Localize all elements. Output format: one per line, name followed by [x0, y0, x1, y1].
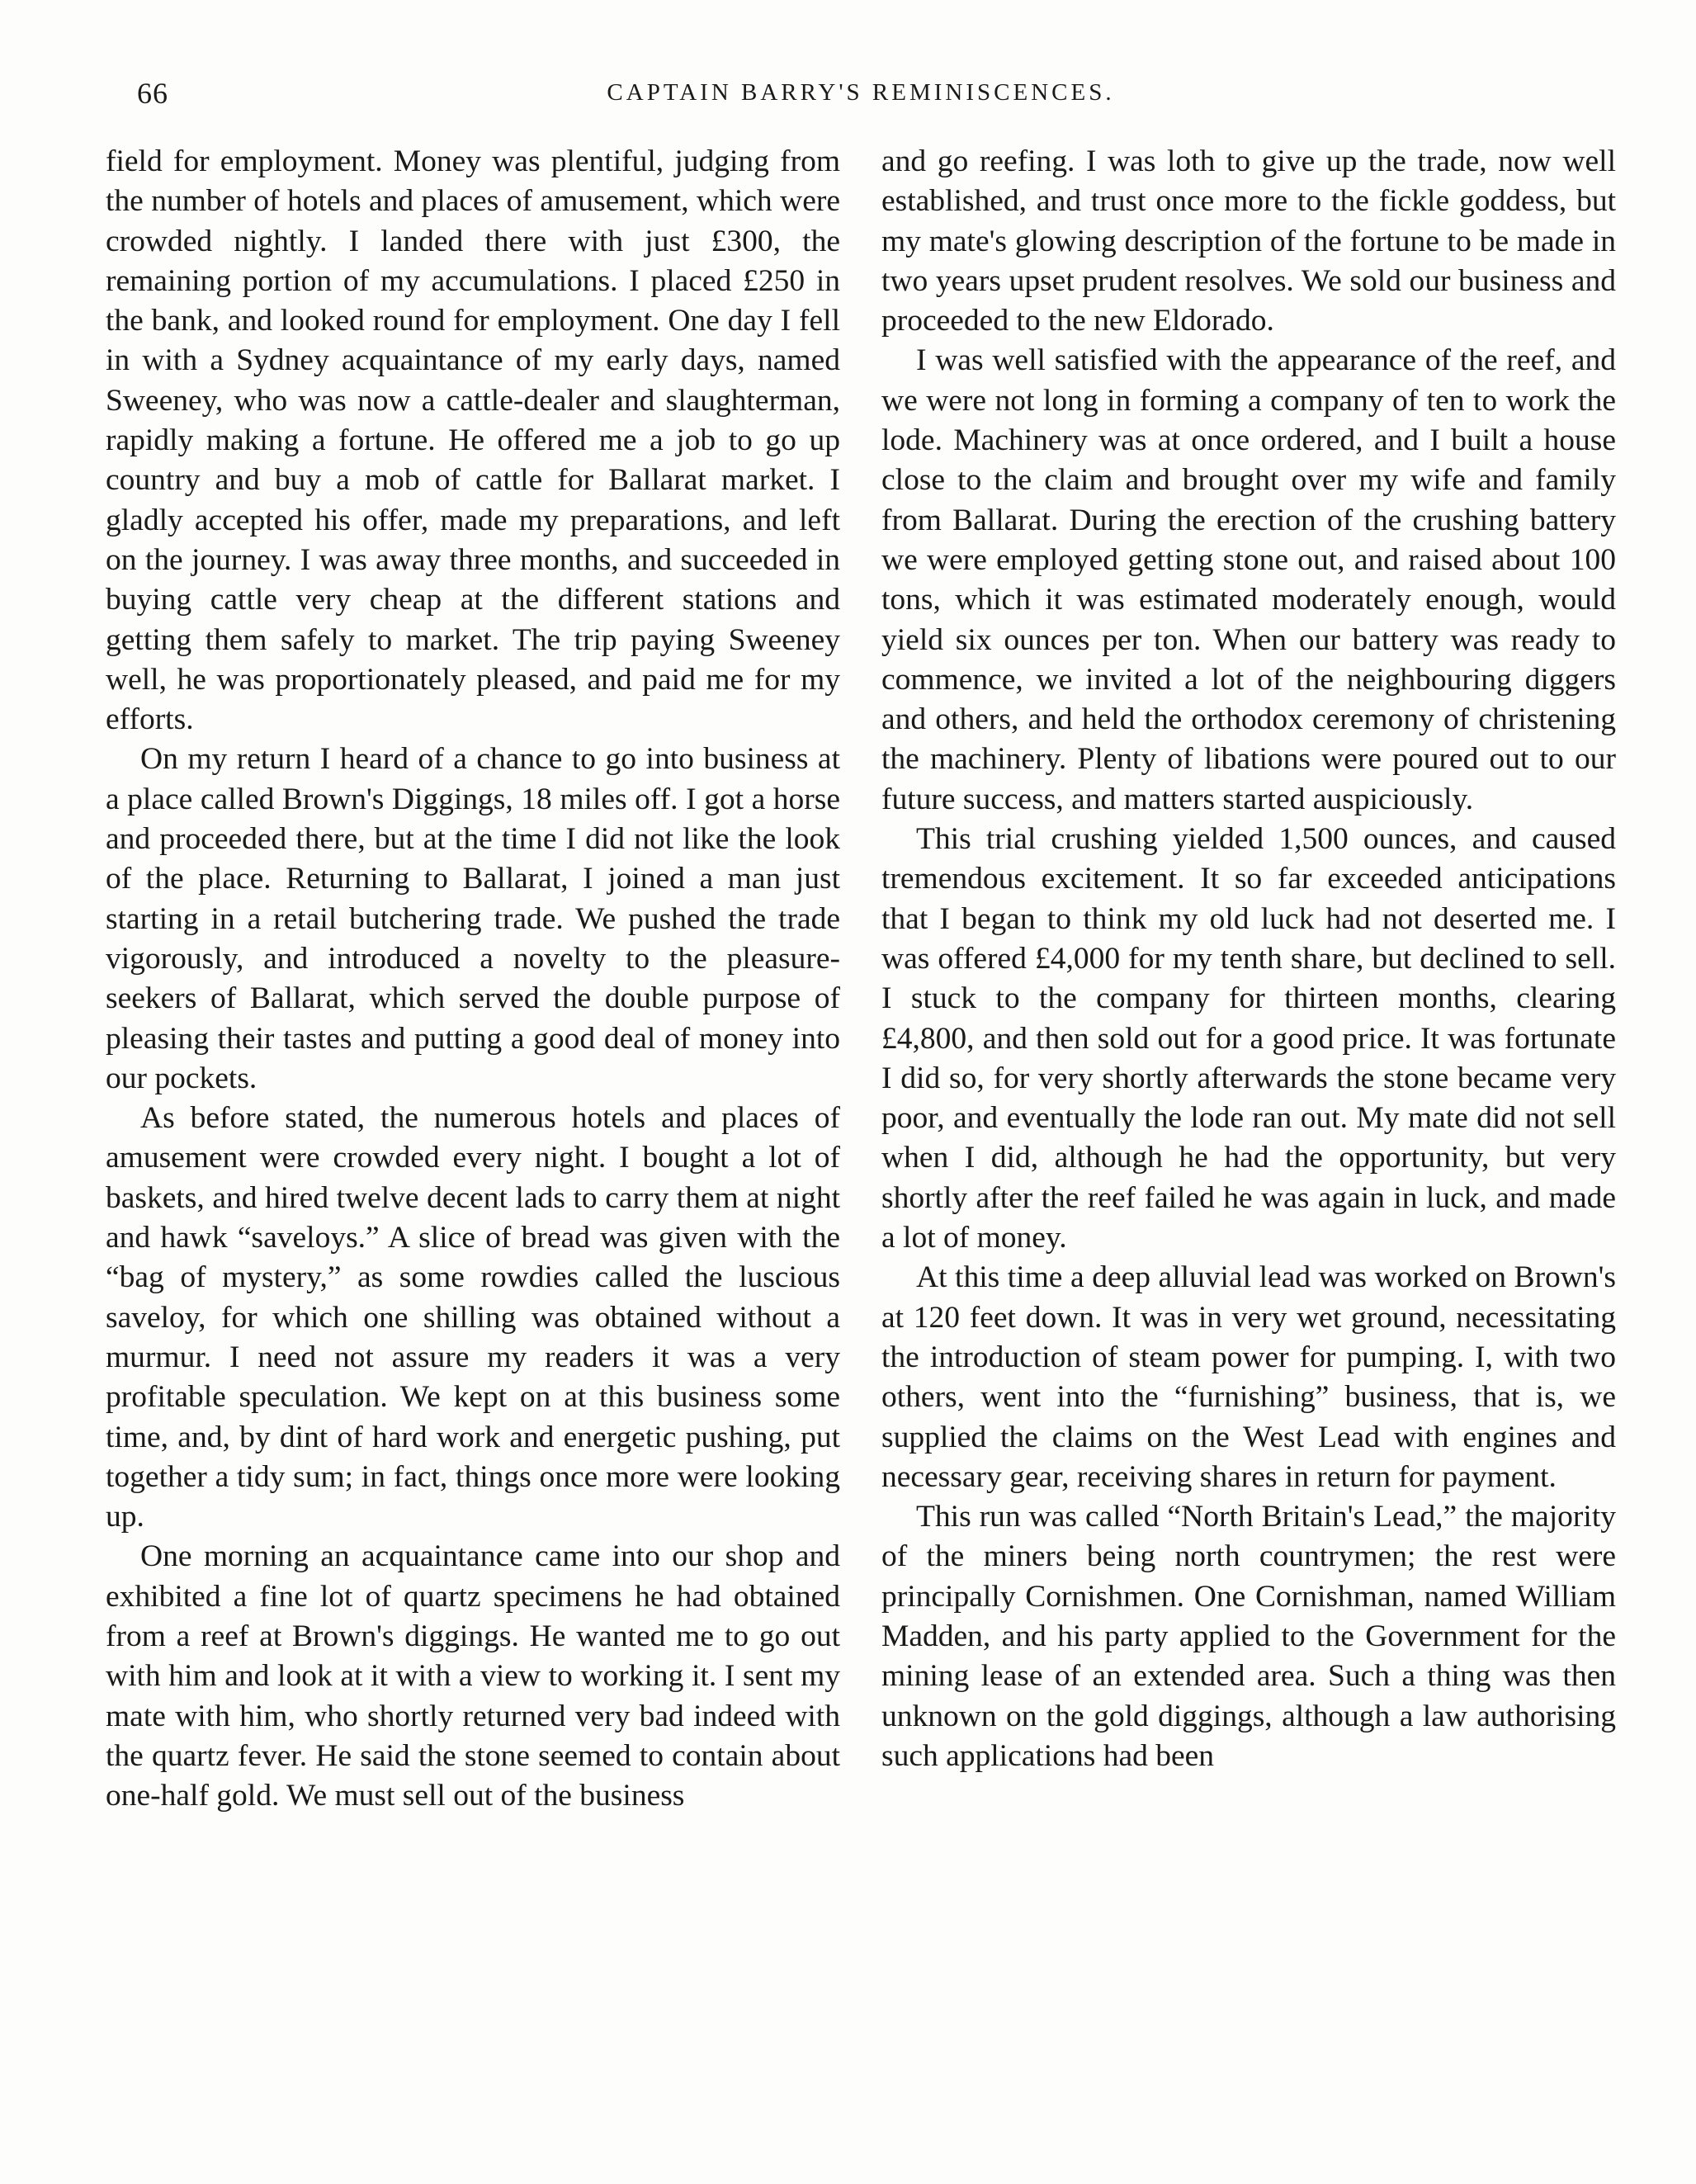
- paragraph: This run was called “North Britain's Lead,” the majority of the miners being north countrymen; the rest were principally Cornishmen. One Cornishman, named William Madden, and his party applied to the Government for the mining lease of an extended area. Such a thing was then unknown on the gold diggings, although a law authorising such applications had been: [881, 1500, 1616, 1773]
- paragraph: I was well satisfied with the appearance of the reef, and we were not long in forming a company of ten to work the lode. Machinery was at once ordered, and I built a house close to the claim and brought over my wife and family from Ballarat. During the erection of the crushing battery we were employed getting stone out, and raised about 100 tons, which it was estimated moderately enough, would yield six ounces per ton. When our battery was ready to commence, we invited a lot of the neighbouring diggers and others, and held the orthodox ceremony of christening the machinery. Plenty of libations were poured out to our future success, and matters started auspiciously.: [881, 343, 1616, 816]
- paragraph: At this time a deep alluvial lead was worked on Brown's at 120 feet down. It was in very wet ground, necessitating the introduction of steam power for pumping. I, with two others, went into the “furnishing” business, that is, we supplied the claims on the West Lead with engines and necessary gear, receiving shares in return for payment.: [881, 1260, 1616, 1494]
- paragraph: field for employment. Money was plentiful, judging from the number of hotels and places of amusement, which were crowded nightly. I landed there with just £300, the remaining portion of my accumulations. I placed £250 in the bank, and looked round for employment. One day I fell in with a Sydney acquaintance of my early days, named Sweeney, who was now a cattle-dealer and slaughterman, rapidly making a fortune. He offered me a job to go up country and buy a mob of cattle for Ballarat market. I gladly accepted his offer, made my preparations, and left on the journey. I was away three months, and succeeded in buying cattle very cheap at the different stations and getting them safely to market. The trip paying Sweeney well, he was proportionately pleased, and paid me for my efforts.: [106, 144, 840, 737]
- page-header: [106, 76, 1616, 117]
- paragraph: As before stated, the numerous hotels and places of amusement were crowded every night. I bought a lot of baskets, and hired twelve decent lads to carry them at night and hawk “saveloys.” A slice of bread was given with the “bag of mystery,” as some rowdies called the luscious saveloy, for which one shilling was obtained without a murmur. I need not assure my readers it was a very profitable speculation. We kept on at this business some time, and, by dint of hard work and energetic pushing, put together a tidy sum; in fact, things once more were looking up.: [106, 1101, 840, 1534]
- left-column: [106, 142, 840, 1816]
- page-number: 66: [137, 77, 168, 110]
- paragraph: This trial crushing yielded 1,500 ounces, and caused tremendous excitement. It so far exceeded anticipations that I began to think my old luck had not deserted me. I was offered £4,000 for my tenth share, but declined to sell. I stuck to the company for thirteen months, clearing £4,800, and then sold out for a good price. It was fortunate I did so, for very shortly afterwards the stone became very poor, and eventually the lode ran out. My mate did not sell when I did, although he had the opportunity, but very shortly after the reef failed he was again in luck, and made a lot of money.: [881, 822, 1616, 1255]
- right-column: [881, 142, 1616, 1776]
- running-title: CAPTAIN BARRY'S REMINISCENCES.: [607, 79, 1115, 106]
- paragraph: On my return I heard of a chance to go into business at a place called Brown's Diggings, 18 miles off. I got a horse and proceeded there, but at the time I did not like the look of the place. Returning to Ballarat, I joined a man just starting in a retail butchering trade. We pushed the trade vigorously, and introduced a novelty to the pleasure-seekers of Ballarat, which served the double purpose of pleasing their tastes and putting a good deal of money into our pockets.: [106, 742, 840, 1095]
- paragraph: One morning an acquaintance came into our shop and exhibited a fine lot of quartz specimens he had obtained from a reef at Brown's diggings. He wanted me to go out with him and look at it with a view to working it. I sent my mate with him, who shortly returned very bad indeed with the quartz fever. He said the stone seemed to contain about one-half gold. We must sell out of the business: [106, 1539, 840, 1813]
- paragraph: and go reefing. I was loth to give up the trade, now well established, and trust once more to the fickle goddess, but my mate's glowing description of the fortune to be made in two years upset prudent resolves. We sold our business and proceeded to the new Eldorado.: [881, 144, 1616, 338]
